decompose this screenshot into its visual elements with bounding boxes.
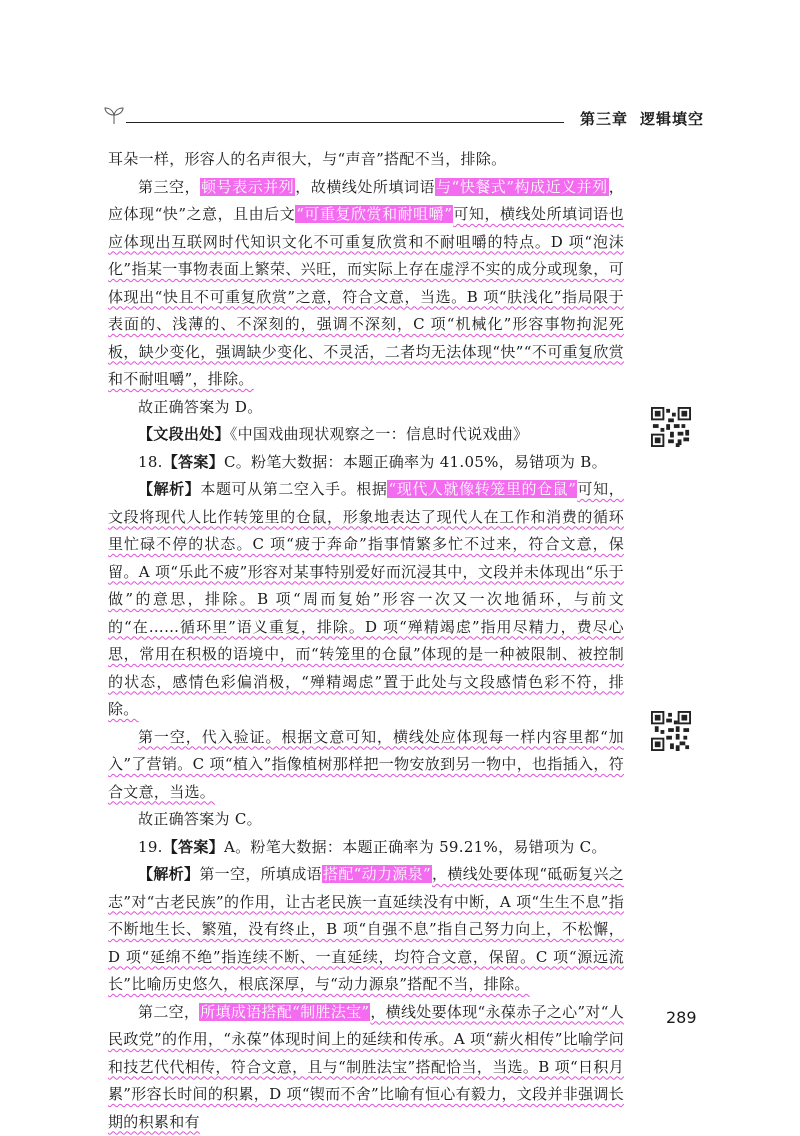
paragraph-1: 耳朵一样，形容人的名声很大，与“声音”搭配不当，排除。 <box>108 146 624 174</box>
answer-19: 19.【答案】A。粉笔大数据：本题正确率为 59.21%，易错项为 C。 <box>108 834 624 862</box>
qr-code-icon[interactable] <box>651 407 691 447</box>
highlight: 搭配“动力源泉” <box>322 865 432 883</box>
qr-code-icon[interactable] <box>651 711 691 751</box>
wavy-underline-text: 可知，文段将现代人比作转笼里的仓鼠，形象地表达了现代人在工作和消费的循环里忙碌不停的状态。C 项“疲于奔命”指事情繁多忙不过来，符合文意，保留。A 项“乐此不疲”形容对某事特别爱好而沉浸其中，文段并未体现出“乐于做”的意思，排除。B 项“周而复始”形容一次又一次地循环，与前文的“在……循环里”语义重复，排除。D 项“殚精竭虑”指用尽精力，费尽心思，常用在积极的语境中，而“转笼里的仓鼠”体现的是一种被限制、被控制的状态，感情色彩偏消极，“殚精竭虑”置于此处与文段感情色彩不符，排除。 <box>108 480 624 718</box>
analysis-19: 【解析】第一空，所填成语搭配“动力源泉”，横线处要体现“砥砺复兴之志”对“古老民族”的作用，让古老民族一直延续没有中断，A 项“生生不息”指不断地生长、繁殖，没有终止，B 项“自强不息”指自己努力向上，不松懈，D 项“延绵不绝”指连续不断、一直延续，均符合文意，保留。C 项“源远流长”比喻历史悠久，根底深厚，与“动力源泉”搭配不当，排除。 <box>108 861 624 999</box>
paragraph-11: 第二空，所填成语搭配“制胜法宝”，横线处要体现“永葆赤子之心”对“人民政党”的作用，“永葆”体现时间上的延续和传承。A 项“薪火相传”比喻学问和技艺代代相传，符合文意，且与“制胜法宝”搭配恰当，当选。B 项“日积月累”形容长时间的积累，D 项“锲而不舍”比喻有恒心有毅力，文段并非强调长期的积累和有 <box>108 999 624 1136</box>
highlight: “现代人就像转笼里的仓鼠” <box>387 480 577 498</box>
paragraph-2: 第三空，顿号表示并列，故横线处所填词语与“快餐式”构成近义并列，应体现“快”之意，且由后文“可重复欣赏和耐咀嚼”可知，横线处所填词语也应体现出互联网时代知识文化不可重复欣赏和不耐咀嚼的特点。D 项“泡沫化”指某一事物表面上繁荣、兴旺，而实际上存在虚浮不实的成分或现象，可体现出“快且不可重复欣赏”之意，符合文意，当选。B 项“肤浅化”指局限于表面的、浅薄的、不深刻的，强调不深刻，C 项“机械化”形容事物拘泥死板，缺少变化，强调缺少变化、不灵活，二者均无法体现“快”“不可重复欣赏和不耐咀嚼”，排除。 <box>108 174 624 394</box>
page-number: 289 <box>666 1008 697 1027</box>
wavy-underline-text: ，横线处要体现“永葆赤子之心”对“人民政党”的作用，“永葆”体现时间上的延续和传承。A 项“薪火相传”比喻学问和技艺代代相传，符合文意，且与“制胜法宝”搭配恰当，当选。B 项“日积月累”形容长时间的积累，D 项“锲而不舍”比喻有恒心有毅力，文段并非强调长期的积累和有 <box>108 1003 624 1131</box>
paragraph-3: 故正确答案为 D。 <box>108 394 624 422</box>
section-title: 逻辑填空 <box>640 110 704 128</box>
highlight: 顿号表示并列 <box>200 178 295 196</box>
chapter-title <box>568 108 704 129</box>
wavy-underline-text: 可知，横线处所填词语也应体现出互联网时代知识文化不可重复欣赏和不耐咀嚼的特点。D 项“泡沫化”指某一事物表面上繁荣、兴旺，而实际上存在虚浮不实的成分或现象，可体现出“快且不可重复欣赏”之意，符合文意，当选。B 项“肤浅化”指局限于表面的、浅薄的、不深刻的，强调不深刻，C 项“机械化”形容事物拘泥死板，缺少变化，强调缺少变化、不灵活，二者均无法体现“快”“不可重复欣赏和不耐咀嚼”，排除。 <box>108 205 624 388</box>
page-body <box>108 146 624 1136</box>
wavy-underline-text: 第一空，代入验证。根据文意可知，横线处应体现每一样内容里都“加入”了营销。C 项“植入”指像植树那样把一物安放到另一物中，也指插入，符合文意，当选。 <box>108 728 624 801</box>
source-note: 【文段出处】《中国戏曲现状观察之一：信息时代说戏曲》 <box>108 421 624 449</box>
wavy-underline-text: ，横线处要体现“砥砺复兴之志”对“古老民族”的作用，让古老民族一直延续没有中断，A 项“生生不息”指不断地生长、繁殖，没有终止，B 项“自强不息”指自己努力向上，不松懈，D 项“延绵不绝”指连续不断、一直延续，均符合文意，保留。C 项“源远流长”比喻历史悠久，根底深厚，与“动力源泉”搭配不当，排除。 <box>108 865 624 993</box>
paragraph-8: 故正确答案为 C。 <box>108 806 624 834</box>
sprout-icon <box>102 106 126 126</box>
highlight: 与“快餐式”构成近义并列 <box>435 178 609 196</box>
answer-18: 18.【答案】C。粉笔大数据：本题正确率为 41.05%，易错项为 B。 <box>108 449 624 477</box>
analysis-18: 【解析】本题可从第二空入手。根据“现代人就像转笼里的仓鼠”可知，文段将现代人比作转笼里的仓鼠，形象地表达了现代人在工作和消费的循环里忙碌不停的状态。C 项“疲于奔命”指事情繁多忙不过来，符合文意，保留。A 项“乐此不疲”形容对某事特别爱好而沉浸其中，文段并未体现出“乐于做”的意思，排除。B 项“周而复始”形容一次又一次地循环，与前文的“在……循环里”语义重复，排除。D 项“殚精竭虑”指用尽精力，费尽心思，常用在积极的语境中，而“转笼里的仓鼠”体现的是一种被限制、被控制的状态，感情色彩偏消极，“殚精竭虑”置于此处与文段感情色彩不符，排除。 <box>108 476 624 724</box>
header-rule <box>126 122 564 123</box>
highlight: “可重复欣赏和耐咀嚼” <box>295 205 453 223</box>
paragraph-7 <box>108 724 624 807</box>
highlight: 所填成语搭配“制胜法宝” <box>199 1003 370 1021</box>
running-header <box>96 96 704 132</box>
chapter-number: 第三章 <box>580 110 628 128</box>
